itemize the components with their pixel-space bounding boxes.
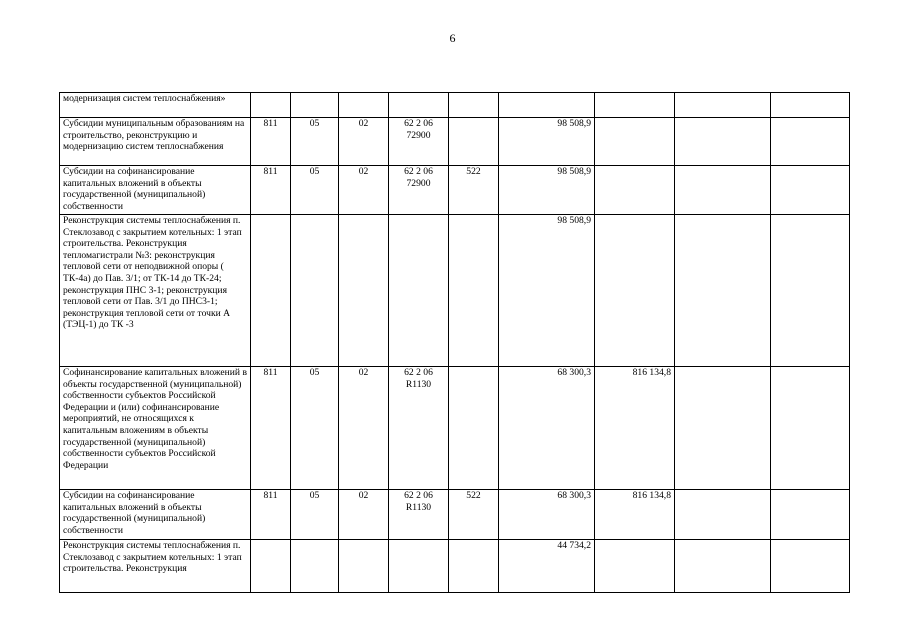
cell-amount-4 <box>771 118 850 166</box>
page-number: 6 <box>449 31 456 45</box>
cell-amount-1 <box>499 93 595 118</box>
cell-amount-1: 98 508,9 <box>499 215 595 367</box>
cell-subsection: 02 <box>339 367 389 490</box>
cell-section: 05 <box>291 118 339 166</box>
cell-amount-2 <box>595 166 675 215</box>
cell-amount-3 <box>675 166 771 215</box>
cell-subsection: 02 <box>339 166 389 215</box>
cell-amount-1: 68 300,3 <box>499 490 595 540</box>
cell-ministry: 811 <box>251 118 291 166</box>
budget-table <box>59 92 850 593</box>
cell-amount-2: 816 134,8 <box>595 367 675 490</box>
cell-name: модернизация систем теплоснабжения» <box>60 93 251 118</box>
table-body <box>60 93 850 593</box>
cell-amount-3 <box>675 540 771 593</box>
cell-target: 62 2 06 R1130 <box>389 490 449 540</box>
cell-amount-4 <box>771 93 850 118</box>
cell-amount-1: 98 508,9 <box>499 166 595 215</box>
cell-ministry: 811 <box>251 166 291 215</box>
cell-name: Реконструкция системы теплоснабжения п. Стеклозавод с закрытием котельных: 1 этап строительства. Реконструкция тепломагистрали №3: реконструкция тепловой сети от неподвижной опоры ( ТК-4а) до Пав. 3/1; от ТК-14 до ТК-24; реконструкция ПНС 3-1; реконструкция тепловой сети от Пав. 3/1 до ПНС3-1; реконструкция тепловой сети от точки А (ТЭЦ-1) до ТК -3 <box>60 215 251 367</box>
cell-amount-2 <box>595 215 675 367</box>
cell-type <box>449 215 499 367</box>
cell-ministry: 811 <box>251 367 291 490</box>
cell-section: 05 <box>291 367 339 490</box>
cell-amount-1: 44 734,2 <box>499 540 595 593</box>
cell-name: Субсидии муниципальным образованиям на строительство, реконструкцию и модернизацию систем теплоснабжения <box>60 118 251 166</box>
cell-subsection <box>339 540 389 593</box>
cell-section <box>291 540 339 593</box>
cell-amount-2 <box>595 118 675 166</box>
cell-ministry <box>251 215 291 367</box>
cell-section: 05 <box>291 490 339 540</box>
cell-amount-3 <box>675 367 771 490</box>
table-row <box>60 490 850 540</box>
cell-subsection: 02 <box>339 490 389 540</box>
cell-section <box>291 215 339 367</box>
cell-name: Субсидии на софинансирование капитальных вложений в объекты государственной (муниципальной) собственности <box>60 166 251 215</box>
cell-subsection: 02 <box>339 118 389 166</box>
cell-amount-4 <box>771 215 850 367</box>
cell-target <box>389 540 449 593</box>
cell-amount-1: 68 300,3 <box>499 367 595 490</box>
cell-amount-3 <box>675 490 771 540</box>
cell-name: Субсидии на софинансирование капитальных вложений в объекты государственной (муниципальной) собственности <box>60 490 251 540</box>
cell-type: 522 <box>449 166 499 215</box>
cell-type: 522 <box>449 490 499 540</box>
cell-type <box>449 118 499 166</box>
table-row <box>60 540 850 593</box>
cell-amount-3 <box>675 118 771 166</box>
cell-amount-1: 98 508,9 <box>499 118 595 166</box>
cell-section: 05 <box>291 166 339 215</box>
cell-subsection <box>339 215 389 367</box>
table-row <box>60 118 850 166</box>
cell-name: Реконструкция системы теплоснабжения п. Стеклозавод с закрытием котельных: 1 этап строительства. Реконструкция <box>60 540 251 593</box>
cell-amount-2 <box>595 540 675 593</box>
table-row <box>60 367 850 490</box>
cell-target: 62 2 06 72900 <box>389 118 449 166</box>
cell-amount-3 <box>675 93 771 118</box>
table-row <box>60 215 850 367</box>
cell-section <box>291 93 339 118</box>
cell-target <box>389 93 449 118</box>
cell-amount-4 <box>771 166 850 215</box>
cell-amount-4 <box>771 540 850 593</box>
cell-ministry <box>251 93 291 118</box>
cell-ministry: 811 <box>251 490 291 540</box>
cell-target <box>389 215 449 367</box>
cell-type <box>449 93 499 118</box>
cell-target: 62 2 06 R1130 <box>389 367 449 490</box>
cell-amount-2: 816 134,8 <box>595 490 675 540</box>
cell-name: Софинансирование капитальных вложений в объекты государственной (муниципальной) собственности субъектов Российской Федерации и (или) софинансирование мероприятий, не относящихся к капитальным вложениям в объекты государственной (муниципальной) собственности субъектов Российской Федерации <box>60 367 251 490</box>
cell-amount-4 <box>771 490 850 540</box>
cell-ministry <box>251 540 291 593</box>
cell-amount-3 <box>675 215 771 367</box>
cell-type <box>449 540 499 593</box>
cell-target: 62 2 06 72900 <box>389 166 449 215</box>
cell-amount-2 <box>595 93 675 118</box>
cell-amount-4 <box>771 367 850 490</box>
table-row <box>60 93 850 118</box>
table-row <box>60 166 850 215</box>
cell-subsection <box>339 93 389 118</box>
cell-type <box>449 367 499 490</box>
